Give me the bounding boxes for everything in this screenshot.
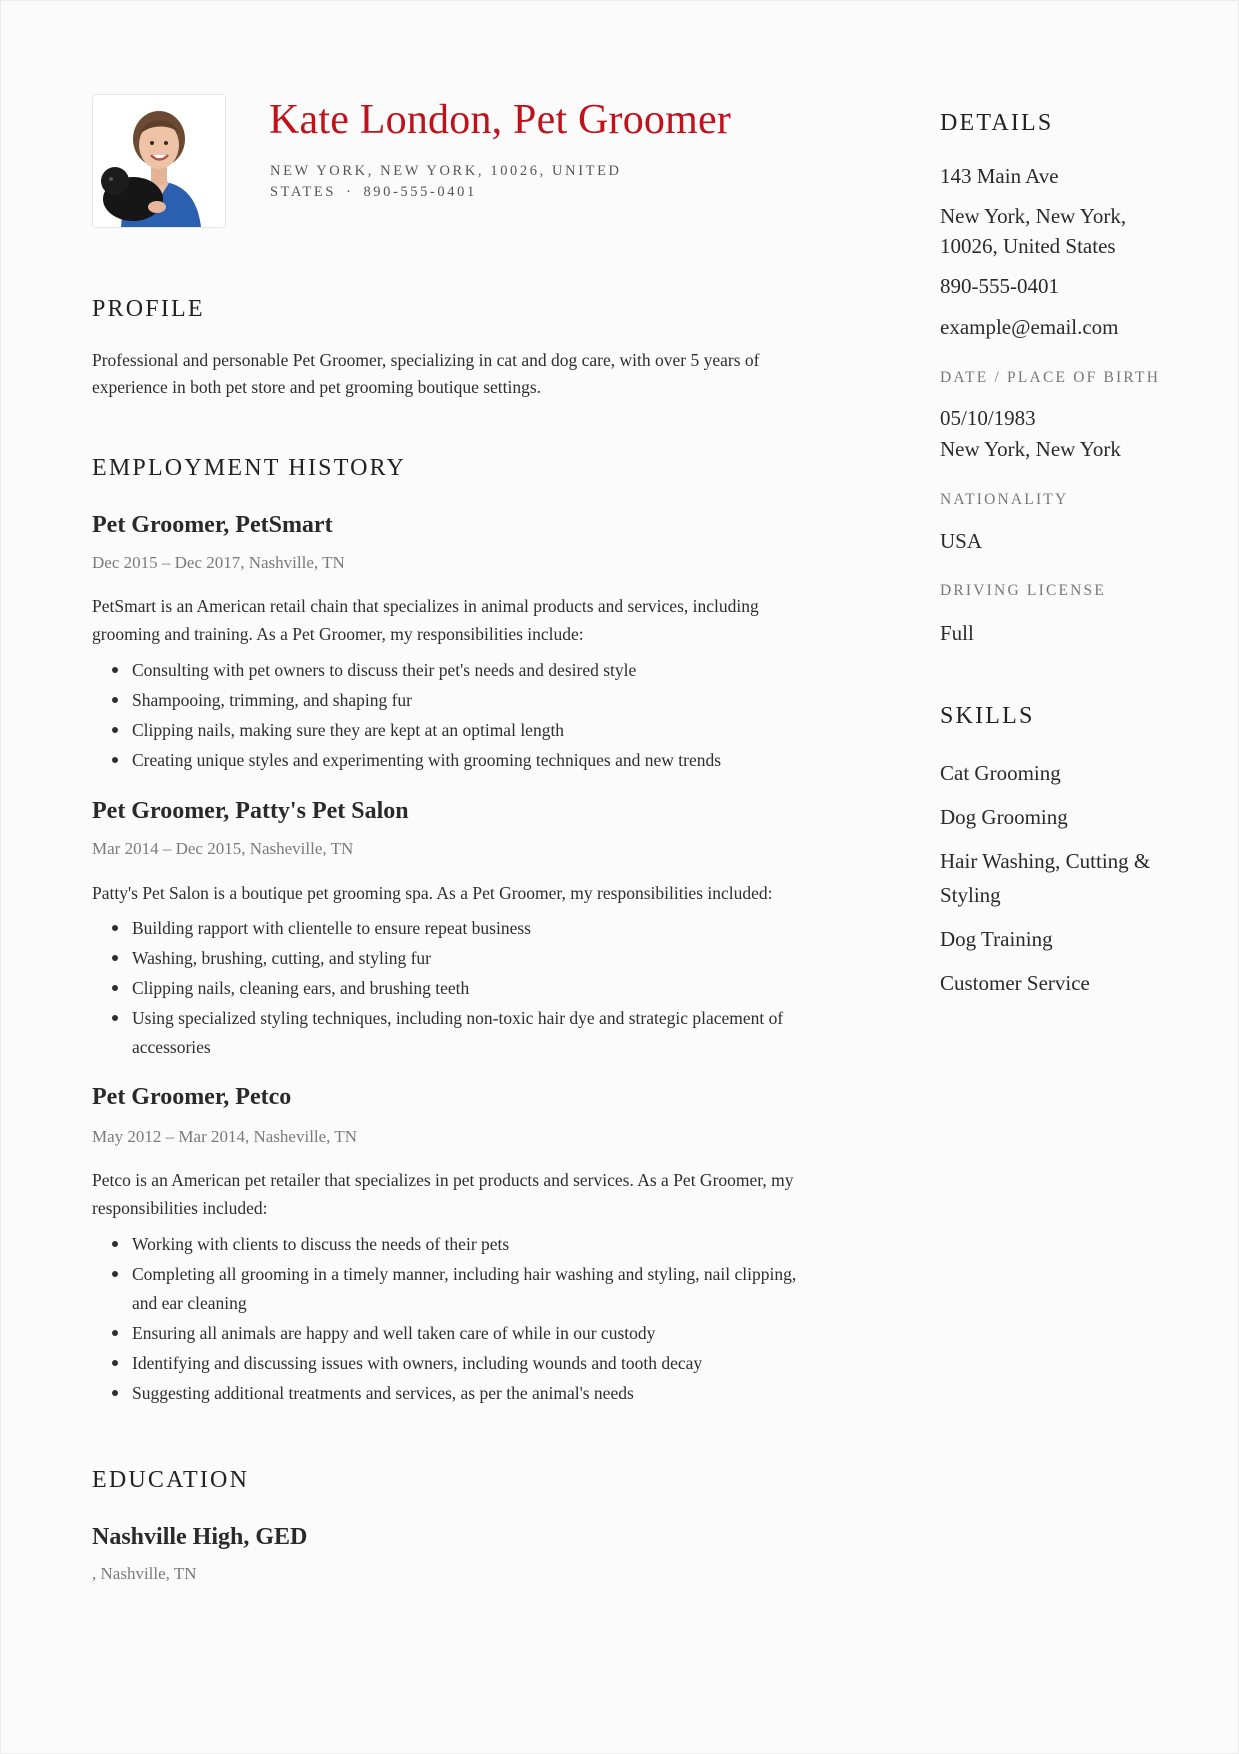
list-item: Building rapport with clientelle to ensure repeat business — [92, 914, 852, 943]
job-bullets — [92, 656, 852, 775]
profile-photo — [92, 94, 226, 228]
job-title: Pet Groomer, PetSmart — [92, 512, 333, 538]
skills-heading: SKILLS — [940, 703, 1035, 729]
job-meta: Mar 2014 – Dec 2015, Nasheville, TN — [92, 839, 354, 858]
skill-item: Dog Grooming — [940, 805, 1068, 829]
job-meta: Dec 2015 – Dec 2017, Nashville, TN — [92, 553, 345, 572]
birth-place: New York, New York — [940, 437, 1121, 461]
list-item: Clipping nails, cleaning ears, and brushing teeth — [92, 974, 852, 1003]
header-separator: · — [346, 184, 354, 200]
list-item: Suggesting additional treatments and services, as per the animal's needs — [92, 1379, 812, 1408]
nationality-value: USA — [940, 529, 983, 553]
birth-date: 05/10/1983 — [940, 406, 1036, 430]
education-heading: EDUCATION — [92, 1467, 250, 1493]
list-item: Shampooing, trimming, and shaping fur — [92, 686, 852, 715]
profile-text: Professional and personable Pet Groomer, specializing in cat and dog care, with over 5 years of experience in both pet store and pet grooming boutique settings. — [92, 350, 760, 397]
header-contact — [270, 161, 640, 203]
job-title: Pet Groomer, Patty's Pet Salon — [92, 798, 409, 824]
license-label: DRIVING LICENSE — [940, 582, 1107, 599]
header-address: NEW YORK, NEW YORK, 10026, UNITED STATES — [270, 163, 622, 200]
header-phone: 890-555-0401 — [363, 184, 477, 200]
list-item: Creating unique styles and experimenting with grooming techniques and new trends — [92, 746, 852, 775]
list-item: Identifying and discussing issues with owners, including wounds and tooth decay — [92, 1349, 812, 1378]
profile-heading: PROFILE — [92, 296, 205, 322]
skill-item: Cat Grooming — [940, 761, 1061, 785]
candidate-name: Kate London, Pet Groomer — [269, 97, 732, 143]
list-item: Clipping nails, making sure they are kept at an optimal length — [92, 716, 852, 745]
details-city: New York, New York, 10026, United States — [940, 204, 1127, 258]
skill-item: Hair Washing, Cutting & Styling — [940, 849, 1151, 907]
list-item: Working with clients to discuss the needs of their pets — [92, 1230, 812, 1259]
job-description: Patty's Pet Salon is a boutique pet grooming spa. As a Pet Groomer, my responsibilities included: — [92, 883, 773, 903]
job-bullets — [92, 1230, 812, 1408]
education-meta: , Nashville, TN — [92, 1564, 197, 1583]
job-bullets — [92, 914, 852, 1062]
list-item: Washing, brushing, cutting, and styling fur — [92, 944, 852, 973]
details-email: example@email.com — [940, 315, 1119, 339]
details-heading: DETAILS — [940, 110, 1054, 136]
skill-item: Dog Training — [940, 927, 1053, 951]
list-item: Consulting with pet owners to discuss their pet's needs and desired style — [92, 656, 852, 685]
skill-item: Customer Service — [940, 971, 1090, 995]
job-description: Petco is an American pet retailer that specializes in pet products and services. As a Pet Groomer, my responsibilities included: — [92, 1170, 794, 1218]
job-meta: May 2012 – Mar 2014, Nasheville, TN — [92, 1127, 358, 1146]
job-description: PetSmart is an American retail chain that specializes in animal products and services, including grooming and training. As a Pet Groomer, my responsibilities include: — [92, 596, 759, 644]
details-phone: 890-555-0401 — [940, 274, 1059, 298]
education-school: Nashville High, GED — [92, 1524, 308, 1550]
birth-label: DATE / PLACE OF BIRTH — [940, 369, 1161, 386]
license-value: Full — [940, 621, 974, 645]
nationality-label: NATIONALITY — [940, 491, 1069, 508]
list-item: Using specialized styling techniques, including non-toxic hair dye and strategic placement of accessories — [92, 1004, 852, 1062]
details-street: 143 Main Ave — [940, 164, 1059, 188]
list-item: Ensuring all animals are happy and well taken care of while in our custody — [92, 1319, 812, 1348]
job-title: Pet Groomer, Petco — [92, 1084, 292, 1110]
list-item: Completing all grooming in a timely manner, including hair washing and styling, nail clipping, and ear cleaning — [92, 1260, 812, 1318]
employment-heading: EMPLOYMENT HISTORY — [92, 455, 407, 481]
